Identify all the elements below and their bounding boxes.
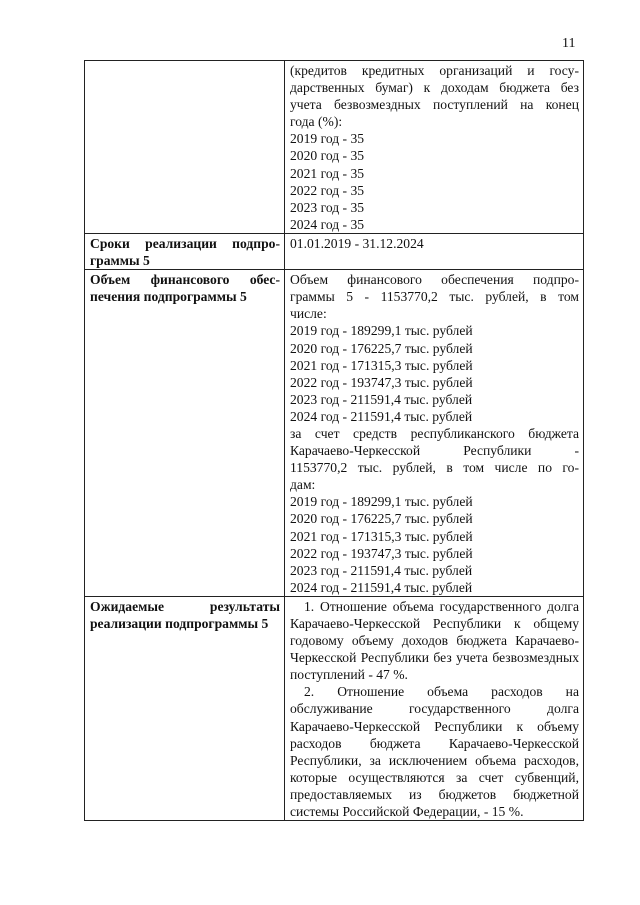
row-label: Ожидаемые результаты реализации подпрограммы 5 — [85, 596, 285, 820]
row-value — [285, 270, 584, 597]
subprogram-passport-table — [84, 60, 584, 821]
row-value — [285, 596, 584, 820]
value-line: 2024 год - 35 — [290, 216, 365, 232]
table-row — [85, 596, 584, 820]
value-line: 2023 год - 211591,4 тыс. рублей — [290, 391, 473, 407]
value-line: 2021 год - 35 — [290, 165, 365, 181]
result-item: 2. Отношение объема расходов на обслуживание государственного долга Карачаево-Черкесской Республики к объему расходов бюджета Карачаево-Черкесской Республики, за исключением объема расходов, которые осуществляются за счет субвенций, предоставляемых из бюджетов бюджетной системы Российской Федерации, - 15 %. — [290, 684, 579, 820]
value-line: 2021 год - 171315,3 тыс. рублей — [290, 528, 473, 544]
value-line: 2020 год - 35 — [290, 148, 365, 164]
page-number: 11 — [562, 36, 576, 51]
value-line: 1153770,2 тыс. рублей, в том числе по го- — [290, 460, 579, 476]
value-line: 2023 год - 35 — [290, 199, 365, 215]
result-item: 1. Отношение объема государственного долга Карачаево-Черкесской Республики к общему годовому объему доходов бюджета Карачаево-Черкесской Республики без учета безвозмездных поступлений - 47 %. — [290, 598, 579, 683]
value-line: Карачаево-Черкесской Республики - — [290, 443, 579, 459]
value-line: Объем финансового обеспечения подпро- — [290, 272, 579, 288]
row-label: Объем финансового обес-печения подпрограммы 5 — [85, 270, 285, 597]
value-line: учета безвозмездных поступлений на конец — [290, 97, 579, 113]
value-line: 2022 год - 35 — [290, 182, 365, 198]
value-line: 2019 год - 189299,1 тыс. рублей — [290, 494, 473, 510]
value-line: 2024 год - 211591,4 тыс. рублей — [290, 408, 473, 424]
value-line: 2020 год - 176225,7 тыс. рублей — [290, 511, 473, 527]
value-line: 2022 год - 193747,3 тыс. рублей — [290, 545, 473, 561]
row-label: Сроки реализации подпро-граммы 5 — [85, 233, 285, 269]
table-row — [85, 61, 584, 234]
value-line: 2024 год - 211591,4 тыс. рублей — [290, 579, 473, 595]
row-value — [285, 233, 584, 269]
value-line: 2023 год - 211591,4 тыс. рублей — [290, 562, 473, 578]
table-row — [85, 233, 584, 269]
row-label — [85, 61, 285, 234]
value-line: числе: — [290, 306, 327, 322]
value-line: 2019 год - 189299,1 тыс. рублей — [290, 323, 473, 339]
value-line: года (%): — [290, 114, 343, 130]
value-line: дам: — [290, 477, 316, 493]
value-line: 2020 год - 176225,7 тыс. рублей — [290, 340, 473, 356]
value-line: 01.01.2019 - 31.12.2024 — [290, 235, 424, 251]
value-line: дарственных бумаг) к доходам бюджета без — [290, 80, 579, 96]
value-line: за счет средств республиканского бюджета — [290, 425, 579, 441]
value-line: (кредитов кредитных организаций и госу- — [290, 63, 579, 78]
value-line: 2022 год - 193747,3 тыс. рублей — [290, 374, 473, 390]
value-line: граммы 5 - 1153770,2 тыс. рублей, в том — [290, 289, 579, 305]
value-line: 2021 год - 171315,3 тыс. рублей — [290, 357, 473, 373]
table-row — [85, 270, 584, 597]
value-line: 2019 год - 35 — [290, 131, 365, 147]
row-value — [285, 61, 584, 234]
